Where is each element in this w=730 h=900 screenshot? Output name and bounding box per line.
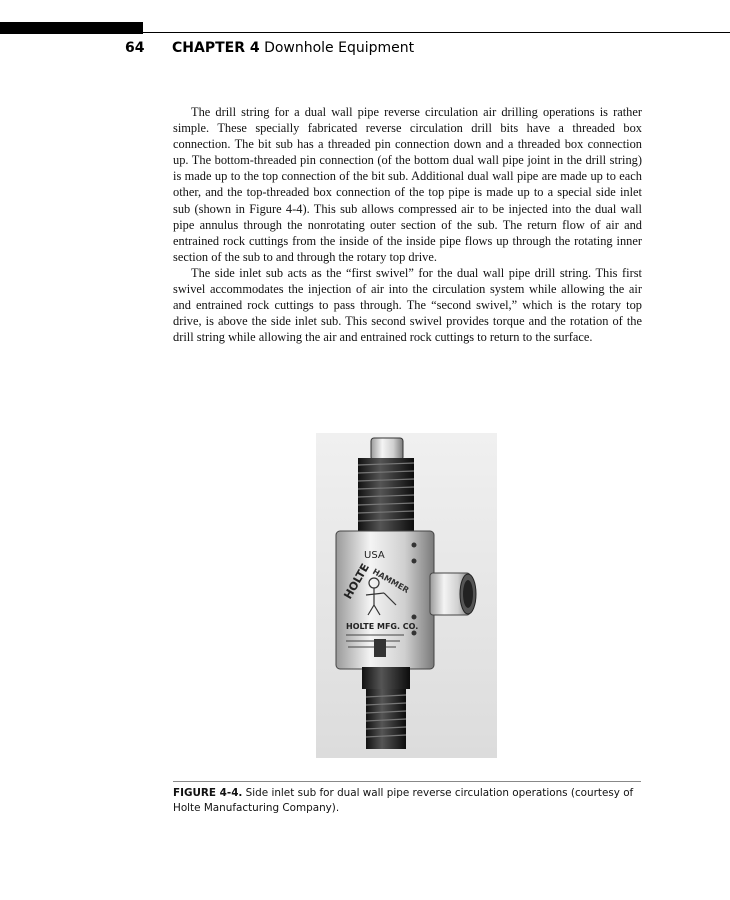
paragraph-1: The drill string for a dual wall pipe reverse circulation air drilling operations is rather simple. These specially fabricated reverse circulation drill bits have a threaded box connection. The bit sub has a threaded pin connection down and a threaded box connection up. The bottom-threaded pin connection (of the bottom dual wall pipe joint in the drill string) is made up to the top connection of the bit sub. Additional dual wall pipe are made up to each other, and the top-threaded box connection of the top pipe is made up to a special side inlet sub (shown in Figure 4-4). This sub allows compressed air to be injected into the dual wall pipe annulus through the nonrotating outer section of the sub. The return flow of air and entrained rock cuttings from the inside of the inside pipe flows up through the rotating inner section of the sub to and through the rotary top drive.: [173, 105, 642, 264]
body-text: [173, 104, 642, 345]
chapter-heading: [172, 40, 414, 56]
photo-maker-text: HOLTE MFG. CO.: [346, 622, 419, 631]
header-rule: [143, 32, 730, 33]
figure-photo: [316, 433, 497, 758]
chapter-title: Downhole Equipment: [264, 40, 415, 56]
figure-caption: [173, 786, 643, 816]
page-number: 64: [125, 40, 145, 56]
header-bar: [0, 22, 143, 34]
photo-brand-text: HOLTE: [341, 561, 372, 602]
paragraph-2: The side inlet sub acts as the “first swivel” for the dual wall pipe drill string. This first swivel accommodates the injection of air into the circulation system while allowing the air and entrained rock cuttings to pass through. The “second swivel,” which is the rotary top drive, is above the side inlet sub. This second swivel provides torque and the rotation of the drill string while allowing the air and entrained rock cuttings to return to the surface.: [173, 265, 642, 345]
photo-brand-text-2: HAMMER: [371, 566, 411, 595]
caption-text: Side inlet sub for dual wall pipe reverse circulation operations (courtesy of Holte Manufacturing Company).: [173, 787, 634, 814]
caption-rule: [173, 781, 641, 782]
side-inlet-sub-photo: [316, 433, 497, 758]
running-header: [0, 40, 730, 60]
figure-label: FIGURE 4-4.: [173, 787, 243, 799]
photo-usa-text: USA: [364, 550, 385, 561]
chapter-label: CHAPTER 4: [172, 40, 260, 56]
